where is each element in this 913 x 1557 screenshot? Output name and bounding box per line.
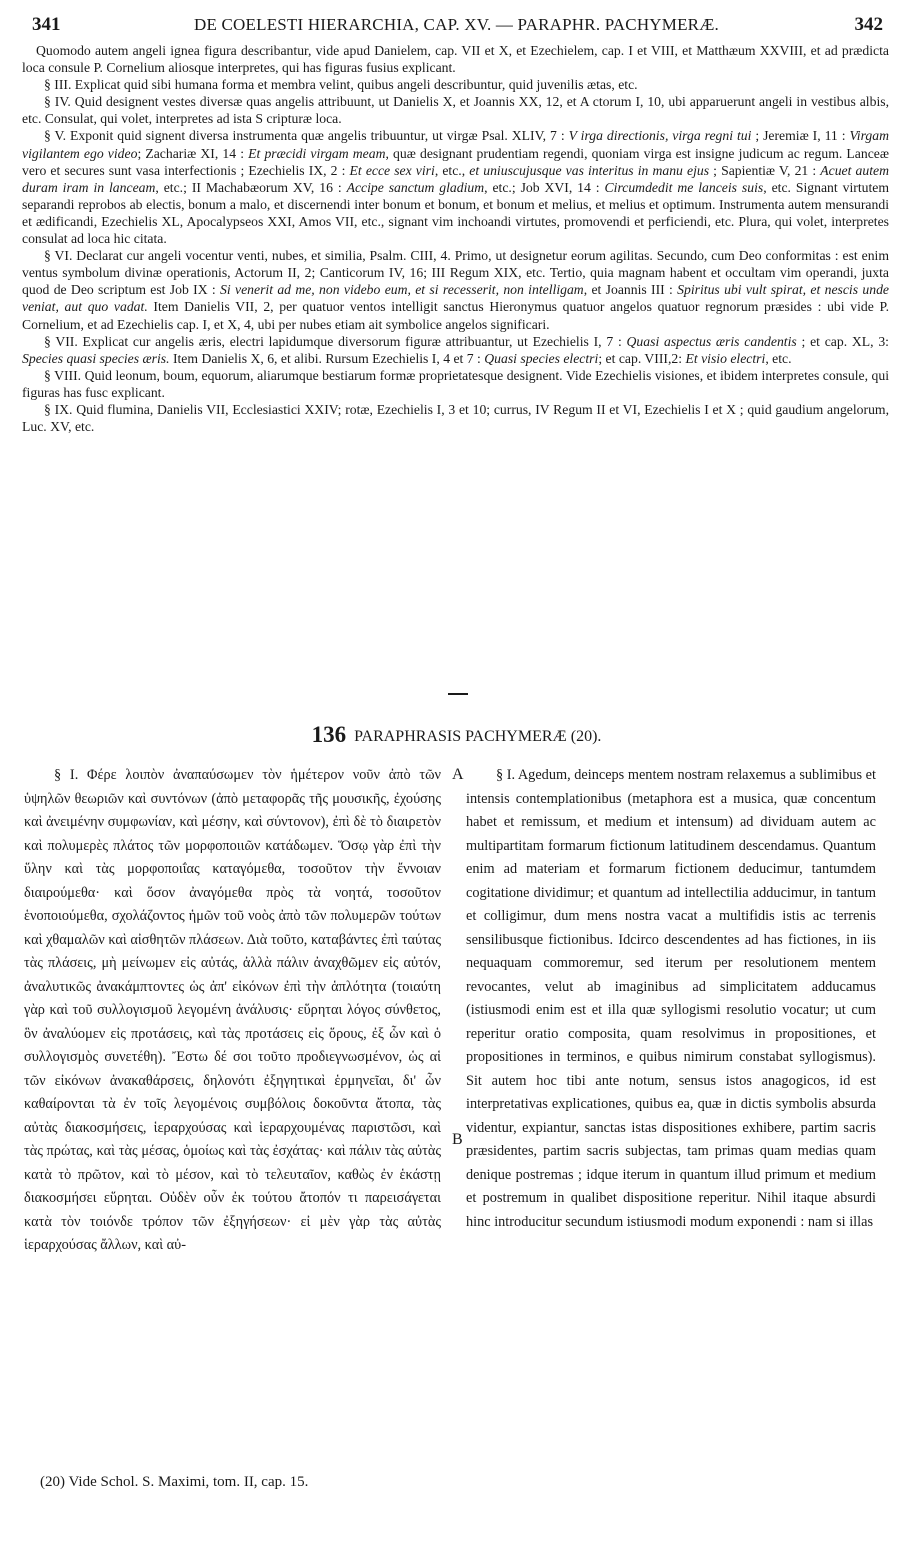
commentary-notes — [22, 42, 889, 435]
section-heading — [0, 722, 913, 748]
greek-column — [24, 764, 441, 1258]
left-page-number: 341 — [32, 14, 61, 35]
running-title: DE COELESTI HIERARCHIA, CAP. XV. — PARAPHR. PACHYMERÆ. — [194, 15, 719, 34]
note-paragraph: § VI. Declarat cur angeli vocentur venti, nubes, et similia, Psalm. CIII, 4. Primo, ut designetur eorum agilitas. Secundo, cum Deo conformitas : est enim ventus symbolum divinæ operationis, Actorum II, 2; Canticorum IV, 16; III Regum XIX, etc. Tertio, quia magnam habent et occultam vim operandi, juxta quod de Deo scriptum est Job IX : Si venerit ad me, non videbo eum, et si recesserit, non intelligam, et Joannis III : Spiritus ubi vult spirat, et nescis unde veniat, aut quo vadat. Item Danielis VII, 2, per quatuor ventos intelligit sanctus Hieronymus quatuor angelos quatuor regnorum præsides : ubi vide P. Cornelium, et ad Ezechielis cap. I, et X, 4, ubi per nubes etiam ait symbolice angelos significari. — [22, 248, 890, 332]
section-number: 136 — [311, 722, 347, 747]
footnote: (20) Vide Schol. S. Maximi, tom. II, cap. 15. — [40, 1474, 309, 1490]
note-paragraph: § IX. Quid flumina, Danielis VII, Ecclesiastici XXIV; rotæ, Ezechielis I, 3 et 10; currus, IV Regum II et VI, Ezechielis I et X ; quid gaudium angelorum, Luc. XV, etc. — [22, 401, 889, 435]
page-header — [22, 14, 891, 44]
section-divider — [448, 693, 468, 695]
margin-letter-a: A — [452, 766, 464, 783]
note-paragraph: § III. Explicat quid sibi humana forma et membra velint, quibus angeli describuntur, quid juvenilis ætas, etc. — [44, 77, 638, 93]
note-paragraph: § V. Exponit quid signent diversa instrumenta quæ angelis tribuuntur, ut virgæ Psal. XLIV, 7 : V irga directionis, virga regni tui ; Jeremiæ I, 11 : Virgam vigilantem ego video; Zachariæ XI, 14 : Et præcidi virgam meam, quæ designant prudentiam regendi, quoniam virga est insigne judicum ac regum. Lanceæ vero et secures sunt vasa interfectionis ; Ezechielis IX, 2 : Et ecce sex viri, etc., et uniuscujusque vas interitus in manu ejus ; Sapientiæ V, 21 : Acuet autem duram iram in lanceam, etc.; II Machabæorum XV, 16 : Accipe sanctum gladium, etc.; Job XVI, 14 : Circumdedit me lanceis suis, etc. Signant virtutem separandi reprobos ab electis, bonum a malo, et discernendi inter bonum et bonum, et bonum et melius, et melius et optimum. Instrumenta autem mensurandi et ædificandi, Ezechielis XL, Apocalypseos XXI, Amos VII, etc., signant vim inchoandi virtutes, promovendi et perficiendi, etc. Plura, qui volet, interpretes consulat ad loca hic citata. — [22, 128, 889, 247]
note-paragraph: § VII. Explicat cur angelis æris, electri lapidumque diversorum figuræ attribuantur, ut Ezechielis I, 7 : Quasi aspectus æris candentis ; et cap. XL, 3: Species quasi species æris. Item Danielis X, 6, et alibi. Rursum Ezechielis I, 4 et 7 : Quasi species electri; et cap. VIII,2: Et visio electri, etc. — [22, 333, 889, 366]
section-title: PARAPHRASIS PACHYMERÆ (20). — [354, 728, 602, 745]
margin-letter-b: B — [452, 1131, 463, 1148]
note-paragraph: § IV. Quid designent vestes diversæ quas angelis attribuunt, ut Danielis X, et Joannis XX, 12, et A ctorum I, 10, ubi apparuerunt angeli in vestibus albis, etc. Consulat, qui volet, interpretes ad ista S cripturæ loca. — [22, 94, 889, 127]
note-paragraph: § VIII. Quid leonum, boum, equorum, aliarumque bestiarum formæ proprietatesque designent. Vide Ezechielis visiones, et ibidem interpretes consule, qui figuras has fusc explicant. — [22, 367, 889, 400]
latin-text: § I. Agedum, deinceps mentem nostram relaxemus a sublimibus et intensis contemplationibus (metaphora est a musica, quæ concentum habet et remissum, et medium et intensum) ad dividuam autem ac multipartitam formarum fictionum latitudinem descendamus. Quantum enim ad materiam et formarum fictionem deducimur, tantumdem cogitatione dividimur; et quantum ad intellectilia adducimur, in tantum et colligimur, dum mens nostra vacat a multifidis istis ac terrenis sensilibusque fictionibus. Idcirco descendentes ad has fictiones, in iis nequaquam commoremur, sed iterum per resolutionem mentem revocantes, velut ab imaginibus ad simplicitatem adducamus (istiusmodi enim est et illa quæ syllogismi resolutio vocatur; ut cum reperitur oratio composita, quam resolvimus in propositiones, et propositiones in terminos, e quibus nimirum constabat syllogismus). Sit autem hoc tibi ante notum, sensus istos anagogicos, id est interpretativas explicationes, quibus ea, quæ in dictis symbolis absurda videntur, expiantur, sanctas istas dispositiones exhibere, partim sacris præsidentes, partim sacris subjectas, tam primas quam medias quam denique postremas ; idque iterum in quantum illud primum et medium et postremum in qualibet dispositione reperitur. Nihil itaque absurdi hinc introducitur secundum istiusmodi modum exponendi : nam si illas — [466, 767, 876, 1230]
latin-column — [466, 764, 876, 1234]
greek-text: § I. Φέρε λοιπὸν ἀναπαύσωμεν τὸν ἡμέτερον νοῦν ἀπὸ τῶν ὑψηλῶν θεωριῶν καὶ συντόνων (ἀπὸ μεταφορᾶς τῆς μουσικῆς, ἐχούσης καὶ ἀνειμένην συμφωνίαν, καὶ μέσην, καὶ σύντονον), ἐπὶ δὲ τὸ διαιρετὸν καὶ πολυμερὲς πλάτος τῶν μορφοποιιῶν κατάδωμεν. Ὅσῳ γὰρ ἐπὶ τὴν ὕλην καὶ τὰς μορφοποιΐας καταγόμεθα, τοσοῦτον τὴν ἔννοιαν διαιρούμεθα· καὶ ὅσον ἀναγόμεθα πρὸς τὰ νοητά, τοσοῦτον ἑνοποιούμεθα, σχολάζοντος ἡμῶν τοῦ νοὸς ἀπὸ τῶν πολυμερῶν τούτων καὶ χθαμαλῶν καὶ αἰσθητῶν πλάσεων. Διὰ τοῦτο, καταβάντες ἐπὶ ταύτας τὰς πλάσεις, μὴ μείνωμεν εἰς αὐτάς, ἀλλὰ πάλιν ἀναχθῶμεν εἰς αὐτόν, ἀναλυτικῶς ἀνακάμπτοντες ὡς ἀπ' εἰκόνων ἐπὶ τὴν ἁπλότητα (τοιαύτη γὰρ καὶ τοῦ συλλογισμοῦ λεγομένη ἀνάλυσις· εὕρηται λόγος σύνθετος, ὃν ἀναλύομεν εἰς προτάσεις, καὶ τὰς προτάσεις εἰς ὅρους, ἐξ ὧν καὶ ὁ συλλογισμὸς συνετέθη). Ἔστω δέ σοι τοῦτο προδιεγνωσμένον, ὡς αἱ τῶν εἰκόνων ἀνακαθάρσεις, δηλονότι ἐξηγητικαὶ ἑρμηνεῖαι, δι' ὧν καθαίρονται τὰ ἐν τοῖς λεγομένοις συμβόλοις δοκοῦντα ἄτοπα, τὰς αὐτὰς διακοσμήσεις, ἱεραρχούσας καὶ ἱεραρχουμένας παριστῶσι, καὶ τὰς πρώτας, καὶ τὰς μέσας, ὁμοίως καὶ τὰς ἐσχάτας· καὶ πάλιν τὰς αὐτὰς κατὰ τὸ πρῶτον, καὶ τὸ μέσον, καὶ τὸ τελευταῖον, καθὼς ἐν ἑκάστῃ διακοσμήσει εὕρηται. Οὐδὲν οὖν ἐκ τούτου ἄτοπόν τι παρεισάγεται κατὰ τὸν τοιόνδε τρόπον τῶν ἐξηγήσεων· εἰ μὲν γὰρ τὰς αὐτὰς ἱεραρχούσας ἄλλων, καὶ αὐ- — [24, 767, 441, 1253]
right-page-number: 342 — [854, 14, 883, 35]
note-paragraph: Quomodo autem angeli ignea figura describantur, vide apud Danielem, cap. VII et X, et Ezechielem, cap. I et VIII, et Matthæum XXVIII, et ad prædicta loca consule P. Cornelium aliosque interpretes, qui has figuras fusius explicant. — [22, 43, 889, 76]
